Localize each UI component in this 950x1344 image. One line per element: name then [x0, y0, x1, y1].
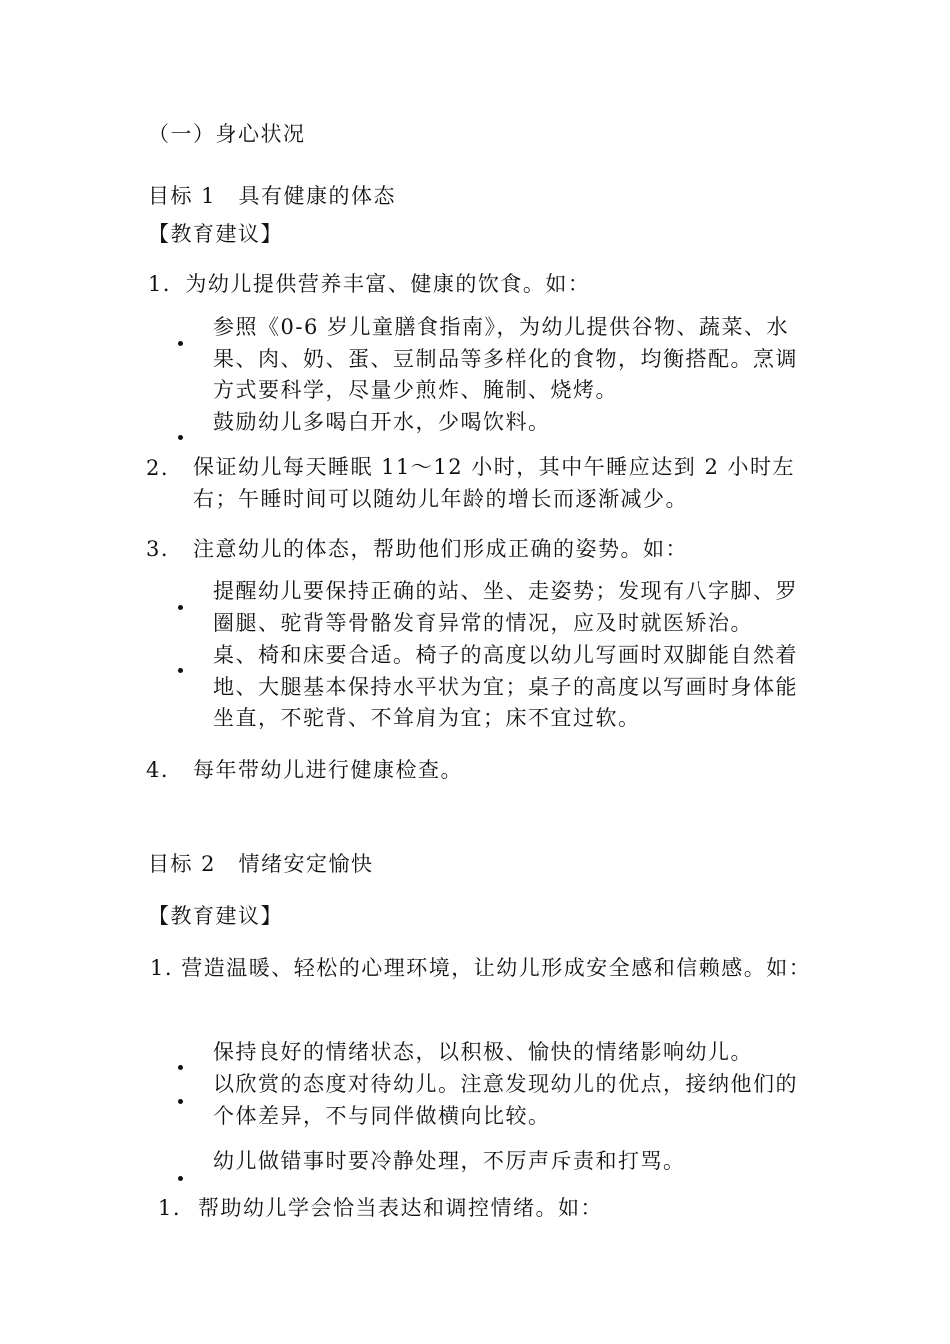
- goal2-item1-bullet1: 保持良好的情绪状态，以积极、愉快的情绪影响幼儿。: [213, 1040, 753, 1064]
- goal1-item2-number: 2.: [146, 456, 170, 480]
- goal1-item1-text: 1．为幼儿提供营养丰富、健康的饮食。如：: [148, 272, 591, 296]
- goal1-advice-label: 【教育建议】: [148, 222, 283, 246]
- goal2-item1-bullet3: 幼儿做错事时要冷静处理，不厉声斥责和打骂。: [213, 1149, 686, 1173]
- goal2-item2-number: 1.: [158, 1196, 182, 1220]
- goal1-title: 目标 1 具有健康的体态: [148, 184, 397, 208]
- goal2-item2-text: 帮助幼儿学会恰当表达和调控情绪。如：: [198, 1196, 603, 1220]
- goal2-title: 目标 2 情绪安定愉快: [148, 852, 374, 876]
- goal1-item3-number: 3.: [146, 537, 170, 561]
- goal1-item2-text: 保证幼儿每天睡眠 11～12 小时，其中午睡应达到 2 小时左右；午睡时间可以随幼儿年龄的增长而逐渐减少。: [193, 455, 796, 511]
- goal1-item1-bullet1: 参照《0-6 岁儿童膳食指南》，为幼儿提供谷物、蔬菜、水果、肉、奶、蛋、豆制品等多样化的食物，均衡搭配。烹调方式要科学，尽量少煎炸、腌制、烧烤。: [213, 315, 798, 402]
- bullet-icon: [178, 341, 183, 346]
- goal1-item3-bullet2: 桌、椅和床要合适。椅子的高度以幼儿写画时双脚能自然着地、大腿基本保持水平状为宜；桌子的高度以写画时身体能坐直，不驼背、不耸肩为宜；床不宜过软。: [213, 643, 798, 730]
- goal1-item3-text: 注意幼儿的体态，帮助他们形成正确的姿势。如：: [193, 537, 688, 561]
- bullet-icon: [178, 605, 183, 610]
- goal2-advice-label: 【教育建议】: [148, 904, 283, 928]
- bullet-icon: [178, 668, 183, 673]
- bullet-icon: [178, 1099, 183, 1104]
- goal2-item1-bullet2: 以欣赏的态度对待幼儿。注意发现幼儿的优点，接纳他们的个体差异，不与同伴做横向比较。: [213, 1072, 798, 1128]
- goal1-item3-bullet1: 提醒幼儿要保持正确的站、坐、走姿势；发现有八字脚、罗圈腿、驼背等骨骼发育异常的情况，应及时就医矫治。: [213, 579, 798, 635]
- bullet-icon: [178, 435, 183, 440]
- bullet-icon: [178, 1176, 183, 1181]
- goal1-item4-number: 4.: [146, 758, 170, 782]
- section-title: （一）身心状况: [148, 122, 306, 146]
- bullet-icon: [178, 1065, 183, 1070]
- goal1-item1-bullet2: 鼓励幼儿多喝白开水，少喝饮料。: [213, 410, 551, 434]
- goal1-item4-text: 每年带幼儿进行健康检查。: [193, 758, 463, 782]
- goal2-item1-text: 1. 营造温暖、轻松的心理环境，让幼儿形成安全感和信赖感。如：: [150, 956, 812, 980]
